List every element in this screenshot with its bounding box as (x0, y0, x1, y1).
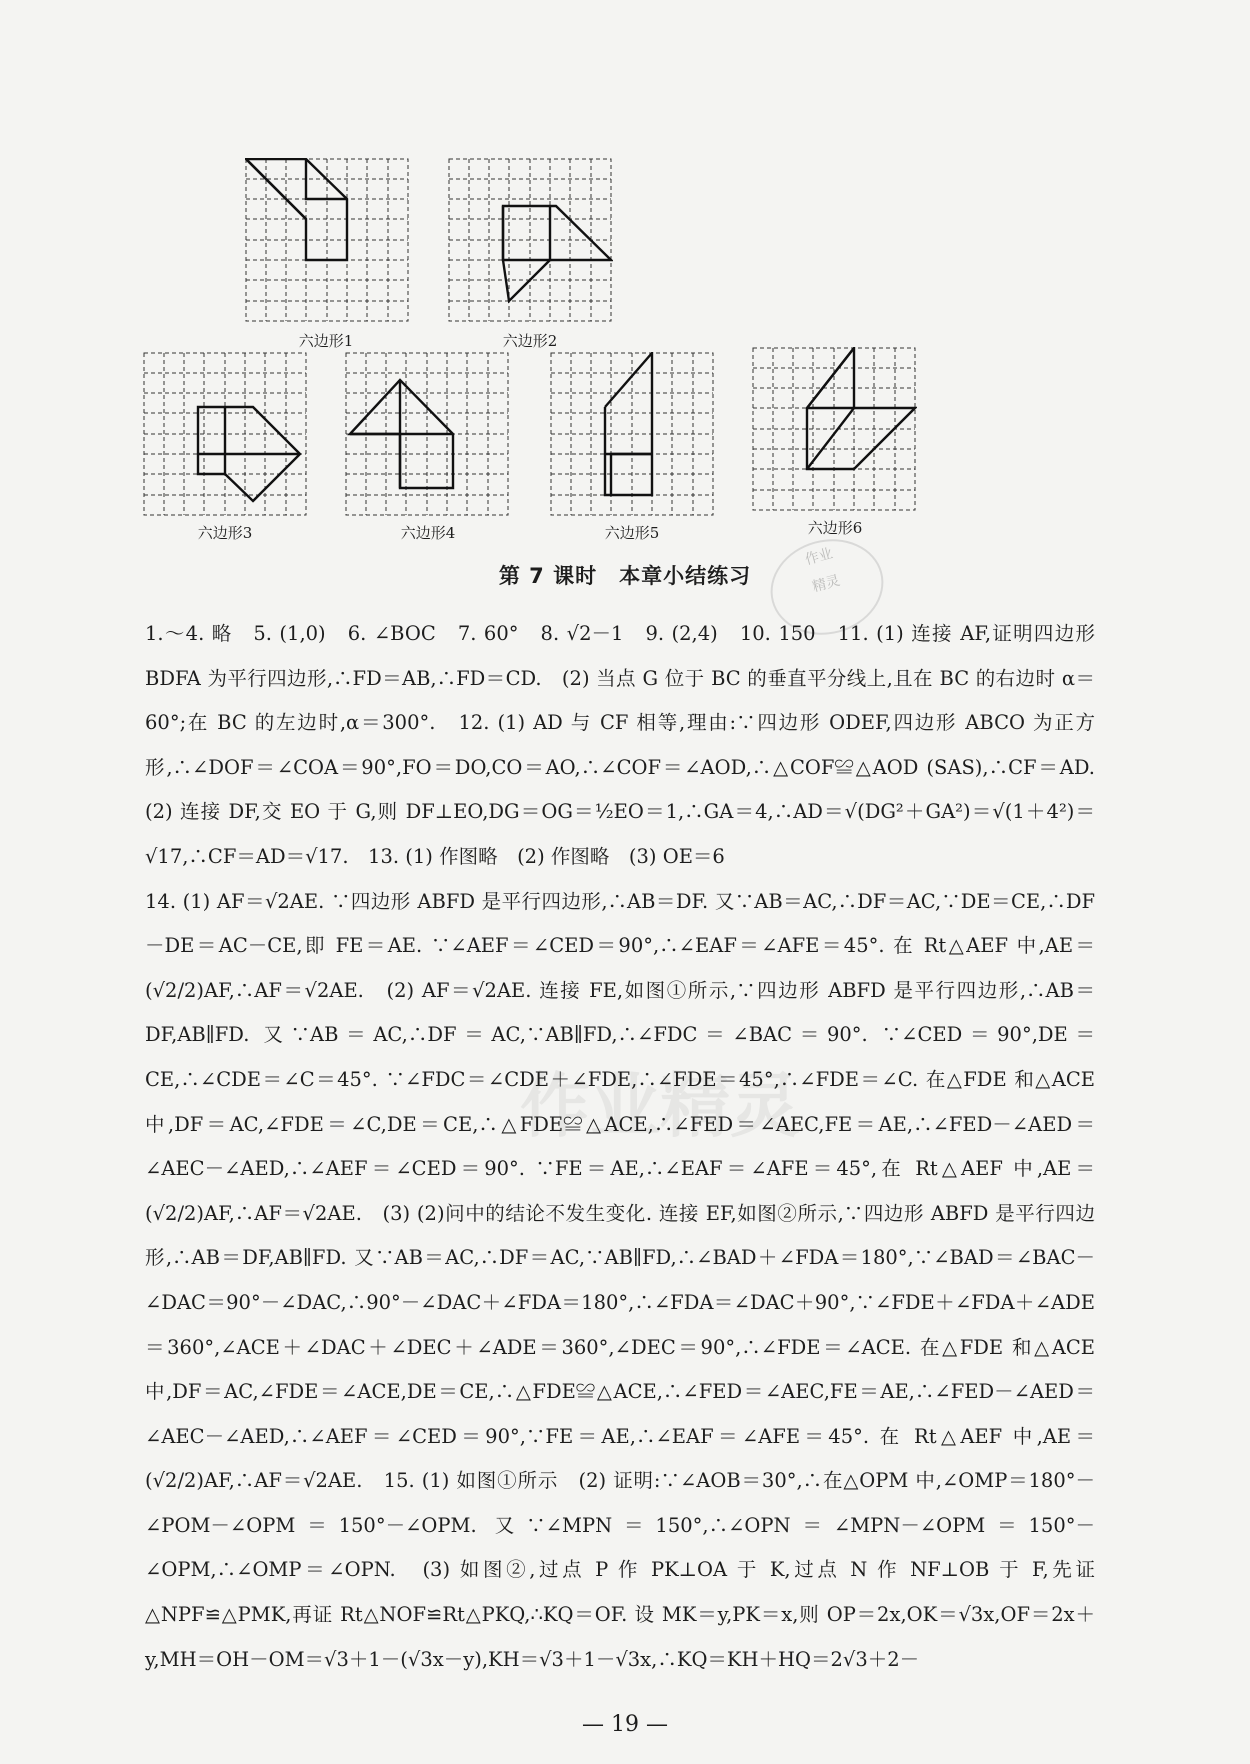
page-number: — 19 — (582, 1712, 668, 1737)
figure-hexagon-2 (448, 158, 613, 323)
figure-caption-1: 六边形1 (298, 332, 354, 350)
figure-hexagon-4 (345, 352, 510, 517)
figure-hexagon-5 (550, 352, 715, 517)
answer-body (145, 612, 1115, 1682)
figure-caption-6: 六边形6 (807, 519, 863, 537)
section-title: 第 7 课时 本章小结练习 (498, 564, 752, 588)
watermark: 作业精灵 (520, 1065, 800, 1147)
figure-caption-5: 六边形5 (604, 524, 660, 542)
figure-caption-2: 六边形2 (502, 332, 558, 350)
figure-hexagon-1 (245, 158, 410, 323)
figure-caption-3: 六边形3 (197, 524, 253, 542)
figure-caption-4: 六边形4 (400, 524, 456, 542)
figure-hexagon-3 (143, 352, 308, 517)
stamp-logo: 作业 精灵 (760, 527, 894, 647)
paragraph-1: 1.～4. 略 5. (1,0) 6. ∠BOC 7. 60° 8. √2－1 9. (2,4) 10. 150 11. (1) 连接 AF,证明四边形 BDFA 为平行四边形,∴FD＝AB,∴FD＝CD. (2) 当点 G 位于 BC 的垂直平分线上,且在 BC 的右边时 α＝60°;在 BC 的左边时,α＝300°. 12. (1) AD 与 CF 相等,理由:∵四边形 ODEF,四边形 ABCO 为正方形,∴∠DOF＝∠COA＝90°,FO＝DO,CO＝AO,∴∠COF＝∠AOD,∴△COF≌△AOD (SAS),∴CF＝AD. (2) 连接 DF,交 EO 于 G,则 DF⊥EO,DG＝OG＝½EO＝1,∴GA＝4,∴AD＝√(DG²＋GA²)＝√(1＋4²)＝√17,∴CF＝AD＝√17. 13. (1) 作图略 (2) 作图略 (3) OE＝6 (145, 622, 1115, 868)
paragraph-2: 14. (1) AF＝√2AE. ∵四边形 ABFD 是平行四边形,∴AB＝DF. 又∵AB＝AC,∴DF＝AC,∵DE＝CE,∴DF－DE＝AC－CE,即 FE＝AE. ∵∠AEF＝∠CED＝90°,∴∠EAF＝∠AFE＝45°. 在 Rt△AEF 中,AE＝(√2/2)AF,∴AF＝√2AE. (2) AF＝√2AE. 连接 FE,如图①所示,∵四边形 ABFD 是平行四边形,∴AB＝DF,AB∥FD. 又∵AB＝AC,∴DF＝AC,∵AB∥FD,∴∠FDC＝∠BAC＝90°. ∵∠CED＝90°,DE＝CE,∴∠CDE＝∠C＝45°. ∵∠FDC＝∠CDE＋∠FDE,∴∠FDE＝45°,∴∠FDE＝∠C. 在△FDE 和△ACE 中,DF＝AC,∠FDE＝∠C,DE＝CE,∴△FDE≌△ACE,∴∠FED＝∠AEC,FE＝AE,∴∠FED－∠AED＝∠AEC－∠AED,∴∠AEF＝∠CED＝90°. ∵FE＝AE,∴∠EAF＝∠AFE＝45°,在 Rt△AEF 中,AE＝(√2/2)AF,∴AF＝√2AE. (3) (2)问中的结论不发生变化. 连接 EF,如图②所示,∵四边形 ABFD 是平行四边形,∴AB＝DF,AB∥FD. 又∵AB＝AC,∴DF＝AC,∵AB∥FD,∴∠BAD＋∠FDA＝180°,∵∠BAD＝∠BAC－∠DAC＝90°－∠DAC,∴90°－∠DAC＋∠FDA＝180°,∴∠FDA＝∠DAC＋90°,∵∠FDE＋∠FDA＋∠ADE＝360°,∠ACE＋∠DAC＋∠DEC＋∠ADE＝360°,∠DEC＝90°,∴∠FDE＝∠ACE. 在△FDE 和△ACE 中,DF＝AC,∠FDE＝∠ACE,DE＝CE,∴△FDE≌△ACE,∴∠FED＝∠AEC,FE＝AE,∴∠FED－∠AED＝∠AEC－∠AED,∴∠AEF＝∠CED＝90°,∵FE＝AE,∴∠EAF＝∠AFE＝45°. 在 Rt△AEF 中,AE＝(√2/2)AF,∴AF＝√2AE. 15. (1) 如图①所示 (2) 证明:∵∠AOB＝30°,∴在△OPM 中,∠OMP＝180°－∠POM－∠OPM＝150°－∠OPM. 又∵∠MPN＝150°,∴∠OPN＝∠MPN－∠OPM＝150°－∠OPM,∴∠OMP＝∠OPN. (3) 如图②,过点 P 作 PK⊥OA 于 K,过点 N 作 NF⊥OB 于 F,先证△NPF≌△PMK,再证 Rt△NOF≌Rt△PKQ,∴KQ＝OF. 设 MK＝y,PK＝x,则 OP＝2x,OK＝√3x,OF＝2x＋y,MH＝OH－OM＝√3＋1－(√3x－y),KH＝√3＋1－√3x,∴KQ＝KH＋HQ＝2√3＋2－ (145, 889, 1095, 1671)
figure-hexagon-6 (752, 347, 917, 512)
